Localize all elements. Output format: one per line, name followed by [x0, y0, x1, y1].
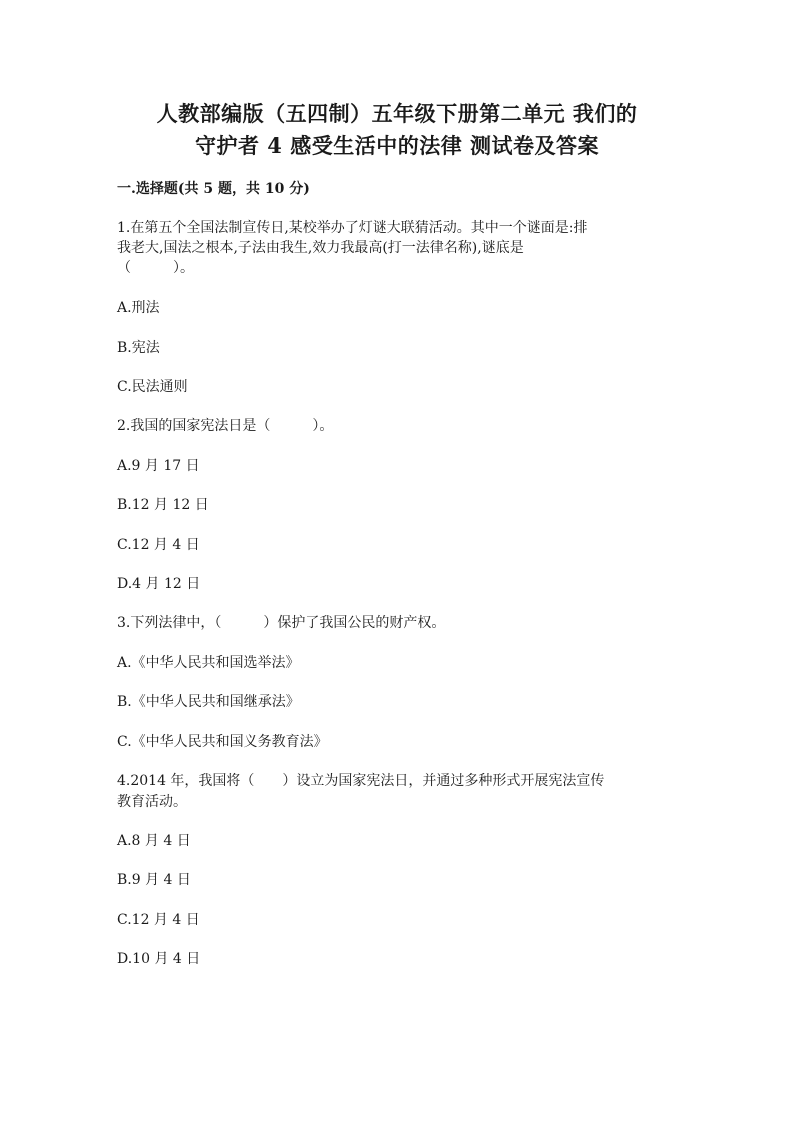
question-1-option-c: C.民法通则 — [117, 379, 188, 395]
section-heading: 一.选择题(共 5 题，共 10 分) — [117, 181, 310, 197]
question-1-option-a: A.刑法 — [117, 300, 160, 316]
question-2-stem-line-1: 2.我国的国家宪法日是（ ）。 — [117, 418, 334, 434]
question-4-option-a: A.8 月 4 日 — [117, 833, 191, 849]
question-3-stem-line-1: 3.下列法律中，（ ）保护了我国公民的财产权。 — [117, 615, 446, 631]
question-2-option-b: B.12 月 12 日 — [117, 497, 209, 513]
question-1-stem-line-3: （ ）。 — [117, 260, 194, 276]
question-4-stem-line-1: 4.2014 年，我国将（ ）设立为国家宪法日，并通过多种形式开展宪法宣传 — [117, 773, 605, 789]
question-2-option-a: A.9 月 17 日 — [117, 458, 200, 474]
question-4-stem-line-2: 教育活动。 — [117, 794, 187, 810]
question-3-option-b: B.《中华人民共和国继承法》 — [117, 694, 300, 710]
question-4-option-b: B.9 月 4 日 — [117, 872, 191, 888]
question-4-option-c: C.12 月 4 日 — [117, 912, 200, 928]
title-line-1: 人教部编版（五四制）五年级下册第二单元 我们的 — [156, 101, 638, 126]
question-1-stem-line-1: 1.在第五个全国法制宣传日,某校举办了灯谜大联猜活动。其中一个谜面是:排 — [117, 220, 588, 236]
question-4-option-d: D.10 月 4 日 — [117, 951, 201, 967]
question-2-option-c: C.12 月 4 日 — [117, 537, 200, 553]
question-1-option-b: B.宪法 — [117, 340, 160, 356]
question-3-option-a: A.《中华人民共和国选举法》 — [117, 655, 300, 671]
title-line-2: 守护者 4 感受生活中的法律 测试卷及答案 — [194, 133, 600, 158]
question-3-option-c: C.《中华人民共和国义务教育法》 — [117, 734, 328, 750]
question-2-option-d: D.4 月 12 日 — [117, 576, 201, 592]
question-1-stem-line-2: 我老大,国法之根本,子法由我生,效力我最高(打一法律名称),谜底是 — [117, 240, 524, 256]
